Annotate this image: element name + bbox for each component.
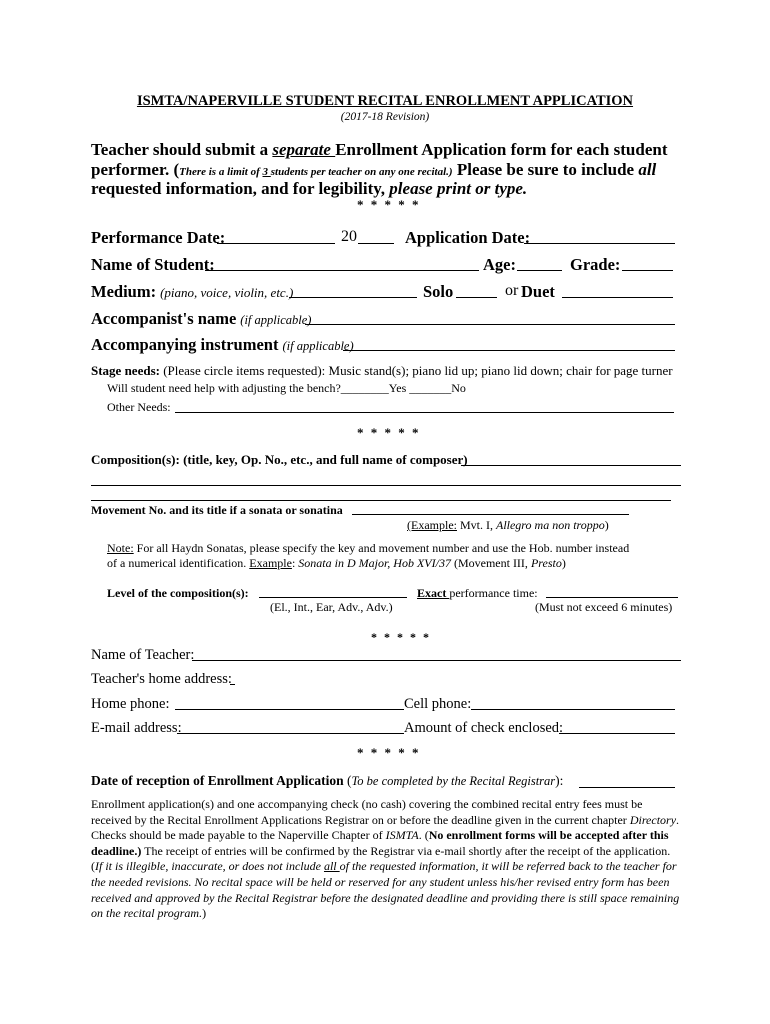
teacher-name-label: Name of Teacher: — [91, 647, 195, 663]
year-field[interactable] — [358, 243, 394, 244]
instrument-field[interactable] — [343, 350, 675, 351]
year-prefix: 20 — [341, 228, 357, 245]
level-hint: (El., Int., Ear, Adv., Adv.) — [270, 600, 393, 614]
level-field[interactable] — [259, 597, 407, 598]
movement-label: Movement No. and its title if a sonata or sonatina — [91, 503, 343, 517]
separator-stars-4: * * * * * — [357, 745, 421, 760]
student-name-label: Name of Student: — [91, 255, 215, 274]
composition-field-2[interactable] — [91, 485, 681, 486]
email-label: E-mail address: — [91, 720, 182, 736]
performance-date-label: Performance Date: — [91, 228, 226, 247]
duet-field[interactable] — [562, 297, 673, 298]
duet-label: Duet — [521, 282, 555, 301]
teacher-name-field[interactable] — [192, 660, 681, 661]
email-field[interactable] — [177, 733, 404, 734]
intro-line-3: requested information, and for legibility, please print or type. — [91, 179, 528, 198]
other-needs-field[interactable] — [175, 412, 674, 413]
form-revision: (2017-18 Revision) — [340, 111, 430, 123]
composition-field-3[interactable] — [91, 500, 671, 501]
medium-row: Medium: (piano, voice, violin, etc.) — [91, 282, 294, 301]
solo-field[interactable] — [456, 297, 497, 298]
other-needs-label: Other Needs: — [107, 400, 171, 414]
home-phone-label: Home phone: — [91, 696, 170, 712]
cell-phone-field[interactable] — [471, 709, 675, 710]
movement-example: (Example: Mvt. I, Allegro ma non troppo) — [407, 518, 609, 532]
separator-stars-3: * * * * * — [371, 630, 431, 644]
accompanist-field[interactable] — [305, 324, 675, 325]
performance-date-field[interactable] — [217, 243, 335, 244]
bench-question: Will student need help with adjusting the bench?________Yes _______No — [107, 381, 466, 395]
composition-label: Composition(s): (title, key, Op. No., etc., and full name of composer) — [91, 452, 468, 467]
age-label: Age: — [483, 255, 516, 274]
intro-line-2: performer. (There is a limit of 3 students per teacher on any one recital.) Please be sure to include all — [91, 160, 657, 179]
composition-field-1[interactable] — [461, 465, 681, 466]
separator-stars-1: * * * * * — [357, 197, 421, 212]
grade-label: Grade: — [570, 255, 621, 274]
haydn-note-line-1: Note: For all Haydn Sonatas, please specify the key and movement number and use the Hob. number instead — [107, 541, 630, 555]
accompanist-row: Accompanist's name (if applicable) — [91, 309, 312, 328]
grade-field[interactable] — [622, 270, 673, 271]
form-title: ISMTA/NAPERVILLE STUDENT RECITAL ENROLLMENT APPLICATION — [136, 93, 634, 109]
teacher-address-field[interactable] — [230, 684, 235, 685]
or-label: or — [505, 282, 519, 299]
solo-label: Solo — [423, 282, 454, 301]
medium-field[interactable] — [289, 297, 417, 298]
separate-emphasis: separate — [272, 140, 336, 159]
haydn-note-line-2: of a numerical identification. Example: Sonata in D Major, Hob XVI/37 (Movement III, Presto) — [107, 556, 566, 570]
movement-field[interactable] — [352, 514, 629, 515]
application-date-label: Application Date: — [405, 228, 531, 247]
age-field[interactable] — [517, 270, 562, 271]
stage-needs-row: Stage needs: (Please circle items requested): Music stand(s); piano lid up; piano lid down; chair for page turner — [91, 363, 673, 378]
cell-phone-label: Cell phone: — [404, 696, 472, 712]
reception-date-field[interactable] — [579, 787, 675, 788]
reception-row: Date of reception of Enrollment Application (To be completed by the Recital Registrar): — [91, 773, 564, 788]
instrument-row: Accompanying instrument (if applicable) — [91, 335, 354, 354]
teacher-address-label: Teacher's home address: — [91, 671, 232, 687]
student-name-field[interactable] — [205, 270, 479, 271]
exact-time-field[interactable] — [546, 597, 678, 598]
intro-line-1: Teacher should submit a separate Enrollment Application form for each student — [91, 140, 668, 159]
application-date-field[interactable] — [524, 243, 675, 244]
exact-time-label: Exact performance time: — [417, 586, 538, 600]
home-phone-field[interactable] — [175, 709, 404, 710]
separator-stars-2: * * * * * — [357, 425, 421, 440]
check-amount-label: Amount of check enclosed: — [404, 720, 564, 736]
enrollment-instructions: Enrollment application(s) and one accompanying check (no cash) covering the combined recital entry fees must be received by the Recital Enrollment Applications Registrar on or before the deadline given in the current chapter Directory. Checks should be made payable to the Naperville Chapter of ISMTA. (No enrollment forms will be accepted after this deadline.) The receipt of entries will be confirmed by the Registrar via e-mail shortly after the receipt of the application. (If it is illegible, inaccurate, or does not include all of the requested information, it will be referred back to the teacher for the needed revisions. No recital space will be held or reserved for any student unless his/her revised entry form has been received and approved by the Recital Registrar before the designated deadline and providing there is still space remaining on the recital program.) — [91, 797, 680, 921]
time-hint: (Must not exceed 6 minutes) — [535, 600, 673, 614]
level-label: Level of the composition(s): — [107, 586, 249, 600]
check-amount-field[interactable] — [559, 733, 675, 734]
